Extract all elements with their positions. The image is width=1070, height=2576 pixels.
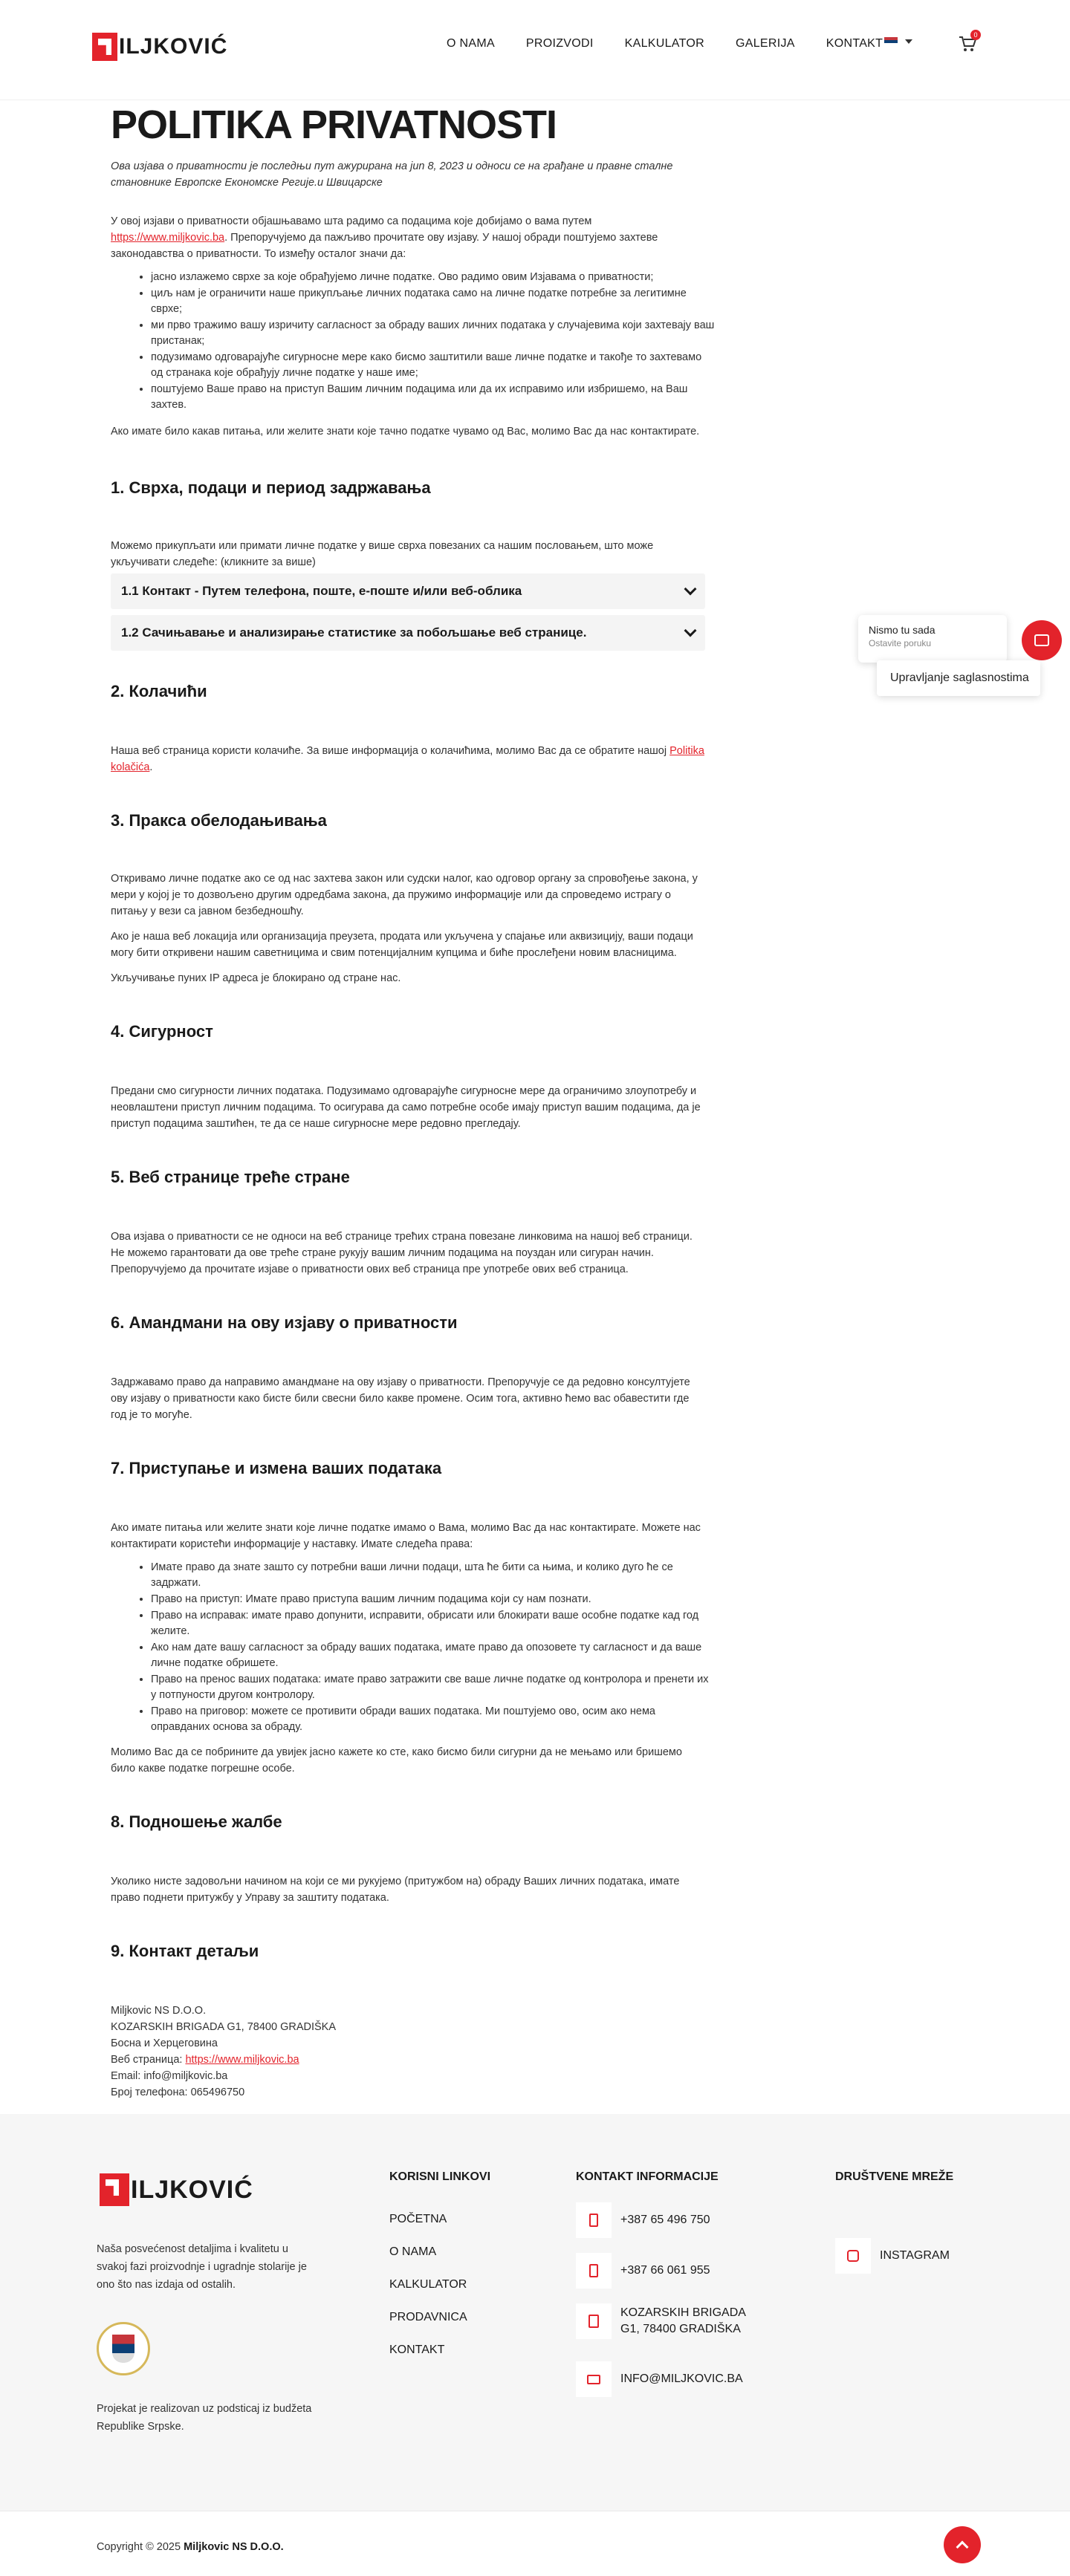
list-item: • Имате право да знате зашто су потребни ваши лични подаци, шта ће бити са њима, и колико дуго ће се задржати. <box>151 1560 716 1591</box>
list-item: • Право на исправак: имате право допунити, исправити, обрисати или блокирати ваше особне податке кад год желите. <box>151 1608 716 1639</box>
section-4-title: 4. Сигурност <box>111 1022 213 1041</box>
list-item: • поштујемо Ваше право на приступ Вашим личним подацима или да их исправимо или избришемо, на Ваш захтев. <box>151 382 716 413</box>
section-3-text: Ако је наша веб локација или организација преузета, продата или укључена у спајање или аквизицију, ваши подаци могу бити откривени нашим саветницима и свим потенцијалним купцима и биће прослеђени новим власницима. <box>111 931 693 959</box>
chat-toast[interactable] <box>858 615 1007 663</box>
list-item: • подузимамо одговарајуће сигурносне мере како бисмо заштитили ваше личне податке и такође то захтевамо од странака које обрађују личне податке у наше име; <box>151 350 716 381</box>
section-7-after: Молимо Вас да се побрините да увијек јасно кажете ко сте, како бисмо били сигурни да не мењамо или бришемо било какве податке погрешне особе. <box>111 1746 682 1775</box>
nav-item-o-nama[interactable]: O NAMA <box>447 37 495 50</box>
chevron-down-icon <box>684 583 697 596</box>
site-logo[interactable] <box>92 33 227 61</box>
arrow-up-icon <box>956 2541 969 2554</box>
nav-item-kontakt[interactable]: KONTAKT <box>826 37 883 50</box>
section-3-title: 3. Пракса обелодањивања <box>111 811 327 830</box>
logo-mark-icon <box>100 2173 129 2206</box>
instagram-icon <box>835 2238 871 2274</box>
copyright: Copyright © 2025 Miljkovic NS D.O.O. <box>97 2541 284 2553</box>
serbian-flag-icon <box>884 37 898 46</box>
footer-project-note: Projekat je realizovan uz podsticaj iz budžeta Republike Srpske. <box>97 2403 312 2433</box>
list-item: • Право на приступ: Имате право приступа вашим личним подацима који су нам познати. <box>151 1592 716 1607</box>
chat-icon <box>1034 634 1049 646</box>
section-3-text: Укључивање пуних IP адреса је блокирано од стране нас. <box>111 972 401 984</box>
section-6-title: 6. Амандмани на ову изјаву о приватности <box>111 1313 458 1332</box>
section-2-title: 2. Колачићи <box>111 682 207 700</box>
logo-text: ILJKOVIĆ <box>119 34 228 59</box>
section-6-text: Задржавамо право да направимо амандмане на ову изјаву о приватности. Препоручује се да редовно консултујете ову изјаву о приватности како бисте били свесни било какве промене. Осим тога, активно ћемо вас обавестити где год је то могуће. <box>111 1376 690 1421</box>
section-2-text: Наша веб страница користи колачиће. За више информација о колачићима, молимо Вас да се обратите нашој Politika kolačića. <box>111 745 704 773</box>
manage-consent-button[interactable]: Upravljanje saglasnostima <box>877 660 1040 696</box>
instagram-link[interactable]: INSTAGRAM <box>835 2238 950 2274</box>
chevron-down-icon <box>905 39 912 44</box>
language-switcher[interactable] <box>884 37 912 46</box>
footer-logo[interactable] <box>100 2173 253 2206</box>
contact-paragraph: Ако имате било какав питања, или желите знати које тачно податке чувамо од Вас, молимо Вас да нас контактирате. <box>111 426 700 438</box>
website-line: Веб страница: https://www.miljkovic.ba <box>111 2054 299 2066</box>
intro-text: Ова изјава о приватности је последњи пут ажурирана на jun 8, 2023 и односи се на грађане и правне сталне становнике Европске Економске Регије.и Швицарске <box>111 160 673 189</box>
site-footer <box>0 2114 1070 2511</box>
logo-mark-icon <box>92 33 117 61</box>
chevron-down-icon <box>684 625 697 637</box>
privacy-content <box>0 102 1070 2114</box>
section-4-text: Предани смо сигурности личних података. Подузимамо одговарајуће сигурносне мере да ограничимо злоупотребу и неовлаштени приступ личним подацима. То осигурава да само потребне особе имају приступ вашим подацима, да је приступ подацима заштићен, те да се наше сигурносне мере редовно прегледају. <box>111 1085 701 1130</box>
phone-icon <box>576 2202 612 2238</box>
nav-item-galerija[interactable]: GALERIJA <box>735 37 795 50</box>
company-address: KOZARSKIH BRIGADA G1, 78400 GRADIŠKA <box>111 2021 336 2033</box>
cart-button[interactable] <box>959 31 978 53</box>
site-link[interactable]: https://www.miljkovic.ba <box>111 232 225 244</box>
principles-list <box>151 270 716 413</box>
section-7-title: 7. Приступање и измена ваших података <box>111 1459 442 1477</box>
accordion-label: 1.2 Сачињавање и анализирање статистике за побољшање веб странице. <box>121 625 587 640</box>
footer-bottom <box>0 2511 1070 2576</box>
social-title: DRUŠTVENE MREŽE <box>835 2170 954 2183</box>
company-name: Miljkovic NS D.O.O. <box>111 2005 207 2017</box>
chat-subtitle: Ostavite poruku <box>869 638 932 648</box>
nav-item-proizvodi[interactable]: PROIZVODI <box>525 37 594 50</box>
accordion-contact[interactable] <box>111 573 705 609</box>
footer-description: Naša posvećenost detaljima i kvalitetu u svakoj fazi proizvodnje i ugradnje stolarije je ono što nas izdaja od ostalih. <box>97 2243 307 2291</box>
phone-1[interactable]: +387 65 496 750 <box>576 2202 710 2238</box>
list-item: • јасно излажемо сврхе за које обрађујемо личне податке. Ово радимо овим Изјавама о приватности; <box>151 270 716 285</box>
company-email: Email: info@miljkovic.ba <box>111 2070 228 2082</box>
logo-text: ILJKOVIĆ <box>131 2175 253 2204</box>
email[interactable]: INFO@MILJKOVIC.BA <box>576 2361 743 2397</box>
cart-count-badge: 0 <box>970 30 981 40</box>
section-1-text: Можемо прикупљати или примати личне податке у више сврха повезаних са нашим пословањем, што може укључивати следеће: (кликните за више) <box>111 540 654 568</box>
scroll-to-top-button[interactable] <box>944 2526 981 2563</box>
page-title: POLITIKA PRIVATNOSTI <box>111 103 557 147</box>
cookie-policy-link[interactable]: Politika kolačića <box>111 745 704 773</box>
rights-list <box>151 1560 716 1735</box>
intro-paragraph: У овој изјави о приватности објашњавамо шта радимо са подацима које добијамо о вама путем https://www.miljkovic.ba. Препоручујемо да пажљиво прочитате ову изјаву. У нашој обради поштујемо захтеве законодавства о приватности. То између осталог значи да: <box>111 215 658 260</box>
list-item: • Право на приговор: можете се противити обради ваших података. Ми поштујемо ово, осим ако нема оправданих основа за обраду. <box>151 1704 716 1735</box>
main-nav <box>447 37 914 51</box>
section-5-title: 5. Веб странице треће стране <box>111 1168 350 1186</box>
footer-link-prodavnica[interactable]: PRODAVNICA <box>389 2311 467 2323</box>
footer-link-pocetna[interactable]: POČETNA <box>389 2213 447 2225</box>
section-3-text: Откривамо личне податке ако се од нас захтева закон или судски налог, као одговор органу за спровођење закона, у мери у којој је то дозвољено другим одредбама закона, да пружимо информације или да спроведемо истрагу о питању у вези са јавном безбедношћу. <box>111 873 698 917</box>
section-7-text: Ако имате питања или желите знати које личне податке имамо о Вама, молимо Вас да нас контактирате. Можете нас контактирати користећи информације у наставку. Имате следећа права: <box>111 1522 701 1550</box>
section-8-title: 8. Подношење жалбе <box>111 1812 282 1831</box>
republic-seal-icon <box>97 2322 150 2375</box>
list-item: • циљ нам је ограничити наше прикупљање личних података само на личне податке потребне за легитимне сврхе; <box>151 286 716 317</box>
site-header <box>0 0 1070 100</box>
contact-details <box>111 2003 705 2114</box>
chat-title: Nismo tu sada <box>869 624 936 636</box>
mail-icon <box>576 2361 612 2397</box>
section-5-text: Ова изјава о приватности се не односи на веб странице трећих страна повезане линковима на нашој веб страници. Не можемо гарантовати да ове треће стране рукују вашим личним подацима на поуздан или сигуран начин. Препоручујемо да прочитате изјаве о приватности ових веб страница пре употребе ових веб страница. <box>111 1231 693 1275</box>
contact-info-title: KONTAKT INFORMACIJE <box>576 2170 719 2183</box>
building-icon <box>576 2303 612 2339</box>
accordion-label: 1.1 Контакт - Путем телефона, поште, е-поште и/или веб-облика <box>121 584 522 598</box>
section-9-title: 9. Контакт детаљи <box>111 1942 259 1960</box>
useful-links-title: KORISNI LINKOVI <box>389 2170 491 2183</box>
list-item: • Право на пренос ваших података: имате право затражити све ваше личне податке од контролора и пренети их у потпуности другом контролору. <box>151 1672 716 1703</box>
list-item: • ми прво тражимо вашу изричиту сагласност за обраду ваших личних података у случајевима који захтевају ваш пристанак; <box>151 318 716 349</box>
footer-link-kalkulator[interactable]: KALKULATOR <box>389 2278 467 2291</box>
footer-link-o-nama[interactable]: O NAMA <box>389 2245 437 2258</box>
phone-icon <box>576 2253 612 2289</box>
company-phone: Број телефона: 065496750 <box>111 2087 245 2098</box>
website-link[interactable]: https://www.miljkovic.ba <box>185 2054 299 2066</box>
section-1-title: 1. Сврха, подаци и период задржавања <box>111 478 431 497</box>
list-item: • Ако нам дате вашу сагласност за обраду ваших података, имате право да опозовете ту сагласност и да ваше личне податке обришете. <box>151 1640 716 1671</box>
accordion-statistics[interactable] <box>111 615 705 651</box>
address: KOZARSKIH BRIGADA G1, 78400 GRADIŠKA <box>576 2303 754 2339</box>
section-8-text: Уколико нисте задовољни начином на који се ми рукујемо (притужбом на) обраду Ваших личних података, имате право поднети притужбу у Управу за заштиту података. <box>111 1876 680 1904</box>
phone-2[interactable]: +387 66 061 955 <box>576 2253 710 2289</box>
company-country: Босна и Херцеговина <box>111 2037 218 2049</box>
nav-item-kalkulator[interactable]: KALKULATOR <box>624 37 704 50</box>
chat-button[interactable] <box>1022 620 1062 660</box>
footer-link-kontakt[interactable]: KONTAKT <box>389 2344 445 2356</box>
